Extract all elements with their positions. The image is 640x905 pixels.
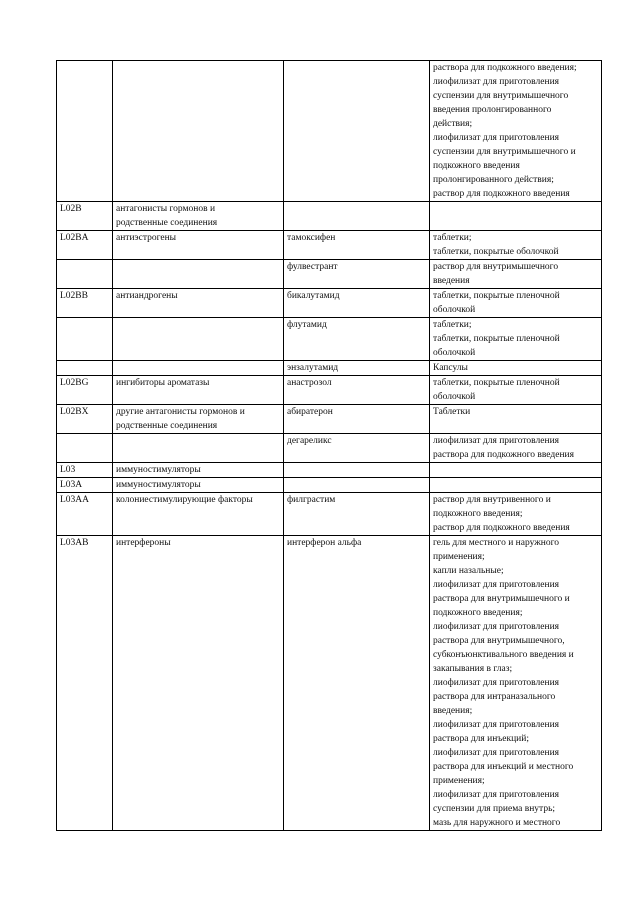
- substance-cell: тамоксифен: [284, 231, 430, 260]
- group-cell-line: родственные соединения: [116, 421, 218, 431]
- group-cell: [113, 231, 284, 260]
- group-cell-line: колониестимулирующие факторы: [116, 495, 253, 505]
- group-cell-line: родственные соединения: [116, 218, 218, 228]
- dosage-form-cell-line: суспензии для внутримышечного: [433, 91, 569, 101]
- substance-cell: анастрозол: [284, 376, 430, 405]
- dosage-form-cell-line: лиофилизат для приготовления: [433, 720, 560, 730]
- dosage-form-cell: [430, 536, 602, 831]
- dosage-form-cell-line: Капсулы: [433, 363, 468, 373]
- group-cell-line: другие антагонисты гормонов и: [116, 407, 245, 417]
- atc-code-cell: L02BA: [57, 231, 113, 260]
- atc-code-cell: L03AB: [57, 536, 113, 831]
- group-cell-line: антагонисты гормонов и: [116, 204, 216, 214]
- dosage-form-cell-line: лиофилизат для приготовления: [433, 678, 560, 688]
- group-cell: [113, 536, 284, 831]
- table-row: [57, 361, 602, 376]
- table-row: [57, 405, 602, 434]
- dosage-form-cell-line: суспензии для приема внутрь;: [433, 804, 556, 814]
- dosage-form-cell-line: субконъюнктивального введения и: [433, 650, 574, 660]
- dosage-form-cell-line: таблетки, покрытые пленочной: [433, 378, 560, 388]
- dosage-form-cell: [430, 231, 602, 260]
- dosage-form-cell: [430, 202, 602, 231]
- table-row: [57, 202, 602, 231]
- dosage-form-cell: [430, 478, 602, 493]
- table-row: [57, 536, 602, 831]
- dosage-form-cell-line: лиофилизат для приготовления: [433, 580, 560, 590]
- group-cell: [113, 376, 284, 405]
- dosage-form-cell-line: подкожного введения;: [433, 608, 523, 618]
- dosage-form-cell-line: раствора для инъекций;: [433, 734, 529, 744]
- dosage-form-cell-line: раствора для внутримышечного и: [433, 594, 570, 604]
- group-cell-line: ингибиторы ароматазы: [116, 378, 210, 388]
- group-cell: [113, 361, 284, 376]
- atc-code-cell: [57, 361, 113, 376]
- group-cell: [113, 202, 284, 231]
- dosage-form-cell-line: применения;: [433, 776, 485, 786]
- dosage-form-cell: [430, 405, 602, 434]
- dosage-form-cell-line: лиофилизат для приготовления: [433, 622, 560, 632]
- table-row: [57, 434, 602, 463]
- table-row: [57, 61, 602, 202]
- table-row: [57, 289, 602, 318]
- dosage-form-cell-line: лиофилизат для приготовления: [433, 77, 560, 87]
- dosage-form-cell-line: введения: [433, 276, 470, 286]
- group-cell: [113, 493, 284, 536]
- dosage-form-cell-line: таблетки;: [433, 320, 472, 330]
- dosage-form-cell: [430, 318, 602, 361]
- dosage-form-cell-line: лиофилизат для приготовления: [433, 436, 560, 446]
- dosage-form-cell: [430, 434, 602, 463]
- dosage-form-cell-line: подкожного введения;: [433, 509, 523, 519]
- dosage-form-cell-line: действия;: [433, 119, 473, 129]
- dosage-form-cell-line: оболочкой: [433, 305, 476, 315]
- atc-code-cell: [57, 260, 113, 289]
- group-cell-line: иммуностимуляторы: [116, 465, 201, 475]
- atc-code-cell: L03: [57, 463, 113, 478]
- atc-code-cell: [57, 61, 113, 202]
- atc-code-cell: L02BB: [57, 289, 113, 318]
- dosage-form-cell: [430, 361, 602, 376]
- table-row: [57, 231, 602, 260]
- atc-code-cell: L02BX: [57, 405, 113, 434]
- dosage-form-cell-line: таблетки, покрытые пленочной: [433, 334, 560, 344]
- dosage-form-cell-line: раствора для интраназального: [433, 692, 556, 702]
- dosage-form-cell-line: введения пролонгированного: [433, 105, 552, 115]
- dosage-form-cell-line: мазь для наружного и местного: [433, 818, 561, 828]
- atc-code-cell: [57, 318, 113, 361]
- dosage-form-cell-line: таблетки;: [433, 233, 472, 243]
- dosage-form-cell-line: введения;: [433, 706, 473, 716]
- atc-code-cell: L02B: [57, 202, 113, 231]
- dosage-form-cell-line: подкожного введения: [433, 161, 520, 171]
- dosage-form-cell-line: пролонгированного действия;: [433, 175, 554, 185]
- atc-code-cell: L03AA: [57, 493, 113, 536]
- substance-cell: [284, 202, 430, 231]
- substance-cell: энзалутамид: [284, 361, 430, 376]
- dosage-form-cell-line: лиофилизат для приготовления: [433, 133, 560, 143]
- dosage-form-cell-line: раствора для инъекций и местного: [433, 762, 574, 772]
- group-cell: [113, 318, 284, 361]
- dosage-form-cell-line: раствор для подкожного введения: [433, 189, 570, 199]
- dosage-form-cell-line: раствор для подкожного введения: [433, 523, 570, 533]
- group-cell-line: антиэстрогены: [116, 233, 177, 243]
- atc-code-cell: L03A: [57, 478, 113, 493]
- dosage-form-cell-line: применения;: [433, 552, 485, 562]
- dosage-form-cell-line: капли назальные;: [433, 566, 504, 576]
- atc-code-cell: [57, 434, 113, 463]
- substance-cell: [284, 478, 430, 493]
- group-cell: [113, 405, 284, 434]
- substance-cell: абиратерон: [284, 405, 430, 434]
- dosage-form-cell-line: гель для местного и наружного: [433, 538, 560, 548]
- atc-code-cell: L02BG: [57, 376, 113, 405]
- table-row: [57, 376, 602, 405]
- dosage-form-cell-line: раствора для подкожного введения: [433, 450, 574, 460]
- dosage-form-cell-line: лиофилизат для приготовления: [433, 790, 560, 800]
- table-row: [57, 478, 602, 493]
- dosage-form-cell-line: таблетки, покрытые пленочной: [433, 291, 560, 301]
- group-cell: [113, 463, 284, 478]
- dosage-form-cell-line: таблетки, покрытые оболочкой: [433, 247, 559, 257]
- dosage-form-cell-line: суспензии для внутримышечного и: [433, 147, 576, 157]
- table-body: [57, 61, 602, 831]
- dosage-form-cell-line: раствор для внутримышечного: [433, 262, 559, 272]
- group-cell: [113, 260, 284, 289]
- table-row: [57, 318, 602, 361]
- group-cell: [113, 478, 284, 493]
- dosage-form-cell-line: Таблетки: [433, 407, 471, 417]
- dosage-form-cell-line: раствора для подкожного введения;: [433, 63, 577, 73]
- dosage-form-cell-line: закапывания в глаз;: [433, 664, 513, 674]
- dosage-form-cell-line: раствор для внутривенного и: [433, 495, 551, 505]
- substance-cell: [284, 463, 430, 478]
- group-cell-line: иммуностимуляторы: [116, 480, 201, 490]
- substance-cell: бикалутамид: [284, 289, 430, 318]
- table-row: [57, 260, 602, 289]
- substance-cell: фулвестрант: [284, 260, 430, 289]
- dosage-form-cell: [430, 376, 602, 405]
- dosage-form-cell: [430, 463, 602, 478]
- table-row: [57, 463, 602, 478]
- dosage-form-cell-line: раствора для внутримышечного,: [433, 636, 565, 646]
- group-cell: [113, 289, 284, 318]
- drug-classification-table: [56, 60, 602, 831]
- dosage-form-cell-line: оболочкой: [433, 392, 476, 402]
- substance-cell: [284, 61, 430, 202]
- substance-cell: интерферон альфа: [284, 536, 430, 831]
- table-row: [57, 493, 602, 536]
- group-cell-line: антиандрогены: [116, 291, 178, 301]
- substance-cell: филграстим: [284, 493, 430, 536]
- substance-cell: дегареликс: [284, 434, 430, 463]
- dosage-form-cell: [430, 289, 602, 318]
- substance-cell: флутамид: [284, 318, 430, 361]
- group-cell: [113, 434, 284, 463]
- dosage-form-cell: [430, 61, 602, 202]
- group-cell-line: интерфероны: [116, 538, 171, 548]
- dosage-form-cell-line: оболочкой: [433, 348, 476, 358]
- dosage-form-cell: [430, 493, 602, 536]
- dosage-form-cell: [430, 260, 602, 289]
- group-cell: [113, 61, 284, 202]
- dosage-form-cell-line: лиофилизат для приготовления: [433, 748, 560, 758]
